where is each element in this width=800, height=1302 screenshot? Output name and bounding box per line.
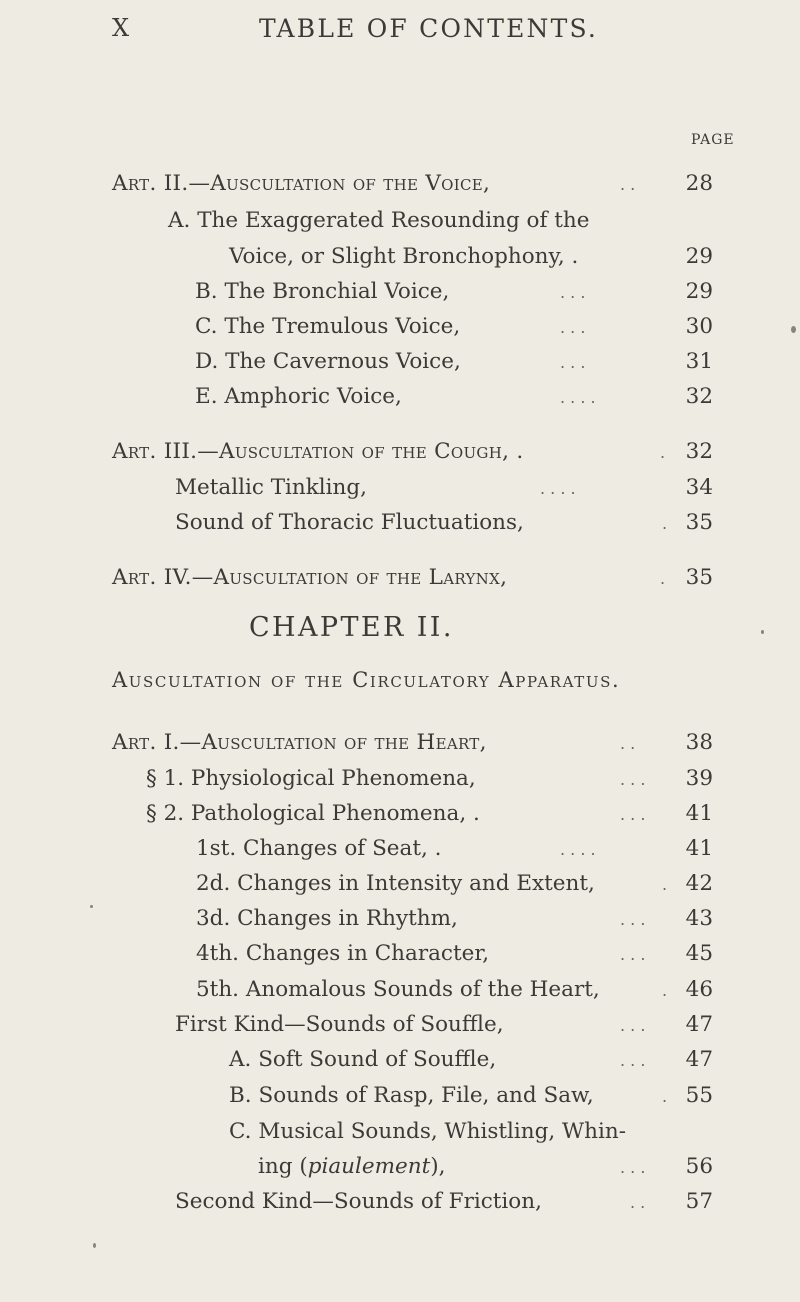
dot-leader: . . . [620, 910, 646, 929]
toc-entry-page: 41 [685, 836, 713, 861]
dot-leader: . [660, 443, 666, 462]
toc-entry-page: 57 [685, 1189, 713, 1214]
dot-leader: . [662, 875, 668, 894]
toc-entry-page: 56 [685, 1154, 713, 1179]
toc-entry-title: B. Sounds of Rasp, File, and Saw, [229, 1083, 594, 1108]
toc-entry [0, 439, 800, 473]
toc-entry-title: 5th. Anomalous Sounds of the Heart, [196, 977, 600, 1002]
toc-entry [0, 1189, 800, 1223]
toc-entry [0, 475, 800, 509]
toc-entry [0, 510, 800, 544]
toc-entry-page: 47 [685, 1012, 713, 1037]
chapter-subtitle: Auscultation of the Circulatory Apparatus. [112, 668, 621, 692]
toc-entry [0, 941, 800, 975]
page-speck [93, 1243, 96, 1248]
toc-entry [0, 244, 800, 278]
toc-entry-page: 43 [685, 906, 713, 931]
toc-entry [0, 906, 800, 940]
dot-leader: . [662, 981, 668, 1000]
toc-entry-page: 55 [685, 1083, 713, 1108]
toc-entry [0, 977, 800, 1011]
page-speck [761, 630, 764, 634]
toc-entry-title: First Kind—Sounds of Souffle, [175, 1012, 504, 1037]
toc-entry-title: E. Amphoric Voice, [195, 384, 402, 409]
dot-leader: . . [620, 734, 636, 753]
toc-entry-title: A. Soft Sound of Souffle, [229, 1047, 497, 1072]
toc-entry [0, 1047, 800, 1081]
toc-entry [0, 1012, 800, 1046]
toc-entry-page: 34 [685, 475, 713, 500]
toc-entry-title: Sound of Thoracic Fluctuations, [175, 510, 524, 535]
toc-entry-title: B. The Bronchial Voice, [195, 279, 450, 304]
toc-entry-page: 41 [685, 801, 713, 826]
toc-entry-page: 32 [685, 439, 713, 464]
dot-leader: . . . [620, 1051, 646, 1070]
page-speck [90, 905, 93, 908]
toc-entry [0, 384, 800, 418]
toc-entry-title: 1st. Changes of Seat, . [196, 836, 442, 861]
toc-entry-title: A. The Exaggerated Resounding of the [168, 208, 590, 233]
toc-entry-page: 29 [685, 244, 713, 269]
dot-leader: . . . [620, 805, 646, 824]
toc-entry [0, 208, 800, 242]
dot-leader: . . . [620, 1016, 646, 1035]
toc-entry-title: C. Musical Sounds, Whistling, Whin- [229, 1119, 626, 1144]
toc-entry-page: 39 [685, 766, 713, 791]
dot-leader: . . . . [560, 840, 596, 859]
toc-entry [0, 279, 800, 313]
toc-entry [0, 1119, 800, 1153]
toc-entry-page: 47 [685, 1047, 713, 1072]
toc-entry-title: D. The Cavernous Voice, [195, 349, 461, 374]
toc-entry-title: § 2. Pathological Phenomena, . [146, 801, 480, 826]
toc-entry [0, 565, 800, 599]
toc-entry-title: 2d. Changes in Intensity and Extent, [196, 871, 595, 896]
toc-entry [0, 766, 800, 800]
dot-leader: . . . [560, 318, 586, 337]
toc-entry-title: Art. IV.—Auscultation of the Larynx, [112, 565, 508, 590]
dot-leader: . [662, 1087, 668, 1106]
toc-entry-page: 38 [685, 730, 713, 755]
dot-leader: . [660, 569, 666, 588]
toc-entry-page: 29 [685, 279, 713, 304]
toc-entry [0, 1154, 800, 1188]
dot-leader: . . . . [540, 479, 576, 498]
toc-entry-title: 3d. Changes in Rhythm, [196, 906, 458, 931]
toc-entry [0, 836, 800, 870]
toc-entry-title: Art. II.—Auscultation of the Voice, [112, 171, 491, 196]
toc-entry-page: 32 [685, 384, 713, 409]
toc-entry-page: 31 [685, 349, 713, 374]
toc-entry-page: 45 [685, 941, 713, 966]
dot-leader: . . . . [560, 388, 596, 407]
dot-leader: . . [630, 1193, 646, 1212]
toc-entry-title: § 1. Physiological Phenomena, [146, 766, 476, 791]
toc-entry [0, 314, 800, 348]
page-number: X [112, 14, 131, 42]
toc-entry [0, 1083, 800, 1117]
toc-entry-title: C. The Tremulous Voice, [195, 314, 461, 339]
toc-entry-title: Art. I.—Auscultation of the Heart, [112, 730, 487, 755]
toc-entry-page: 30 [685, 314, 713, 339]
page-speck [791, 326, 796, 333]
dot-leader: . . . [620, 945, 646, 964]
dot-leader: . . . [620, 770, 646, 789]
chapter-heading: CHAPTER II. [249, 612, 454, 643]
dot-leader: . . . [560, 283, 586, 302]
dot-leader: . . [620, 175, 636, 194]
toc-entry-page: 35 [685, 565, 713, 590]
toc-entry [0, 801, 800, 835]
toc-entry [0, 171, 800, 205]
toc-entry-page: 28 [685, 171, 713, 196]
toc-entry-title: Art. III.—Auscultation of the Cough, . [112, 439, 524, 464]
toc-entry [0, 730, 800, 764]
toc-entry-page: 46 [685, 977, 713, 1002]
dot-leader: . [662, 514, 668, 533]
dot-leader: . . . [560, 353, 586, 372]
toc-entry-page: 35 [685, 510, 713, 535]
toc-entry [0, 349, 800, 383]
toc-entry-title: 4th. Changes in Character, [196, 941, 490, 966]
running-title: TABLE OF CONTENTS. [259, 14, 599, 43]
toc-entry [0, 871, 800, 905]
toc-entry-title: Second Kind—Sounds of Friction, [175, 1189, 542, 1214]
toc-entry-title: ing (piaulement), [258, 1154, 446, 1179]
dot-leader: . . . [620, 1158, 646, 1177]
toc-entry-title: Voice, or Slight Bronchophony, . [229, 244, 579, 269]
toc-entry-page: 42 [685, 871, 713, 896]
page-column-label: PAGE [691, 132, 735, 148]
toc-entry-title: Metallic Tinkling, [175, 475, 367, 500]
